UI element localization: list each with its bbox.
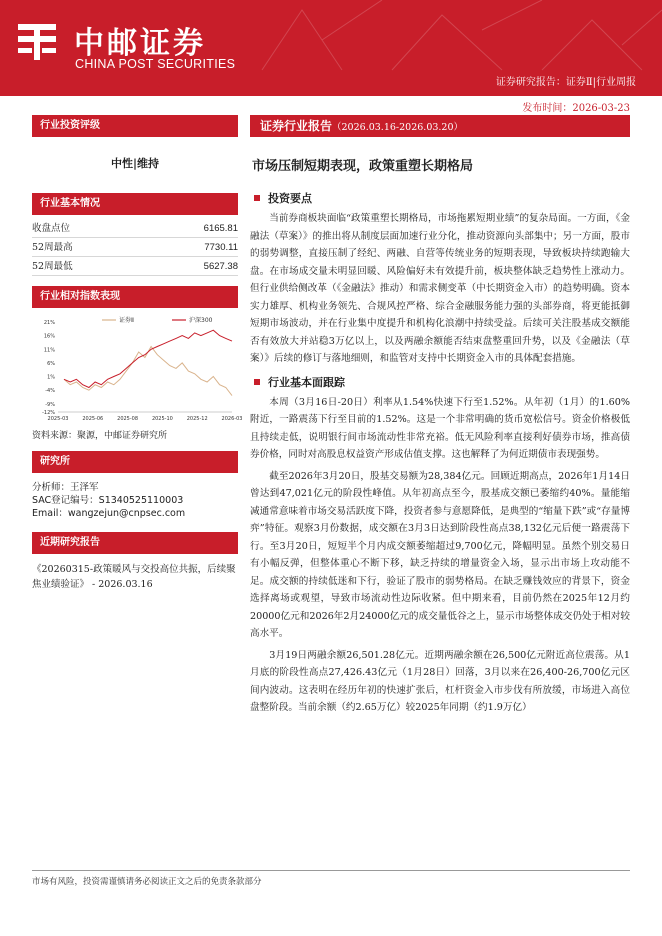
- y-tick-label: -4%: [45, 388, 55, 395]
- x-tick-label: 2026-03: [221, 416, 243, 422]
- paragraph: 截至2026年3月20日，股基交易额为28,384亿元。回顾近期高点，2026年1月14日曾达到47,021亿元的阶段性峰值。从年初高点至今，股基成交额已萎缩约40%。量能缩减通常意味着市场交易活跃度下降，投资者参与意愿降低，是典型的“缩量下跌”或“存量博弈”特征。观察3月份数据，成交额在3月3日达到阶段性高点38,132亿元后便一路震荡下行。至3月20日，短短半个月内成交额萎缩超过9,700亿元，降幅明显。虽然个别交易日有小幅反弹，但整体重心不断下移，缺乏持续的增量资金入场，显示出市场上攻动能不足。成交额的持续低迷和下行，验证了股市的弱势格局。在缺乏赚钱效应的背景下，资金选择离场或观望，导致市场流动性边际收紧。但中期来看，目前仍然在2025年12月约20000亿元和2026年2月24000亿元的成交量低谷之上，显示市场整体成交仍处于相对较高水平。: [250, 470, 630, 639]
- breadcrumb: 证券研究报告：证券Ⅱ|行业周报: [495, 77, 636, 88]
- report-header: [0, 0, 662, 96]
- recent-heading: 近期研究报告: [32, 532, 238, 554]
- chart-svg: [32, 314, 243, 424]
- y-tick-label: 21%: [43, 320, 55, 326]
- china-post-logo-icon: [14, 18, 60, 64]
- header-pattern: [242, 0, 662, 70]
- basics-value: 6165.81: [203, 223, 238, 234]
- paragraph: 当前券商板块面临“政策重塑长期格局，市场拖累短期业绩”的复杂局面。一方面，《金融法（草案）》的推出将从制度层面加速行业分化，推动资源向头部集中；另一方面，股市的弱势调整，直接压制了经纪、两融、自营等传统业务的短期表现，导致板块持续跑输大盘。在市场成交量未明显回暖、风险偏好未有效提升前，板块整体缺乏趋势性上涨动力。但行业供给侧改革（《金融法》推动）和需求侧变革（中长期资金入市）的趋势明确。资本实力雄厚、机构业务领先、合规风控严格、综合金融服务能力强的头部券商，将更能抵御短期市场波动，并在行业集中度提升和机构化浪潮中持续受益。后续可关注股基成交额能否有效放大并站稳3万亿以上，以及两融余额能否结束盘整重回升势，以及《金融法（草案）》后续的修订与落地细则，和监管对支持中长期资金入市的具体配套措施。: [250, 213, 630, 364]
- analyst-sac: SAC登记编号：S1340525110003: [32, 495, 184, 506]
- report-range: （2026.03.16-2026.03.20）: [332, 122, 464, 133]
- y-tick-label: -9%: [45, 401, 55, 408]
- analyst-info: [32, 481, 238, 520]
- basics-table: [32, 219, 238, 276]
- chart-heading: 行业相对指数表现: [32, 286, 238, 308]
- basics-label: 52周最高: [32, 242, 73, 253]
- relative-index-chart: [32, 314, 243, 424]
- series-line: [64, 330, 232, 387]
- bullet-square-icon: [254, 195, 260, 201]
- y-tick-label: 16%: [43, 333, 55, 340]
- recent-report: 《20260315-政策暖风与交投高位共振，后续聚焦业绩验证》 - 2026.03.16: [32, 564, 236, 590]
- report-type: 证券行业报告: [260, 119, 333, 133]
- basics-row: [32, 257, 238, 276]
- bullet-square-icon: [254, 379, 260, 385]
- logo-text-cn: 中邮证券: [74, 26, 206, 61]
- analyst-heading: 研究所: [32, 451, 238, 473]
- basics-value: 5627.38: [203, 261, 238, 272]
- paragraph: 3月19日两融余额26,501.28亿元。近期两融余额在26,500亿元附近高位震荡。从1月底的阶段性高点27,426.43亿元（1月28日）回落，3月以来在26,400-26,700亿元区间内波动。这表明在经历年初的快速扩张后，杠杆资金入市步伐有所放缓，市场进入高位盘整阶段。当前余额（约2.65万亿）较2025年同期（约1.9万亿）: [250, 649, 630, 713]
- series-line: [64, 347, 232, 396]
- legend-label: 证券Ⅱ: [119, 317, 134, 324]
- basics-heading: 行业基本情况: [32, 193, 238, 215]
- sidebar: [32, 115, 243, 592]
- section-title-text: 行业基本面跟踪: [268, 375, 345, 389]
- x-tick-label: 2025-03: [47, 416, 69, 422]
- main-content: [250, 115, 630, 721]
- paragraph: 本周（3月16日-20日）利率从1.54%快速下行至1.52%。从年初（1月）的1.60%附近，一路震荡下行至目前的1.52%。这是一个非常明确的货币宽松信号。资金价格极低且持续走低，说明银行间市场流动性非常充裕。低无风险利率直接利好债券市场，推高债券价格，同时对高股息权益资产形成估值支撑。这也解释了为何近期债市表现强势。: [250, 396, 630, 460]
- y-tick-label: -12%: [42, 410, 55, 416]
- basics-label: 收盘点位: [32, 223, 71, 234]
- section-title: [254, 374, 630, 390]
- logo-text-en: CHINA POST SECURITIES: [75, 57, 236, 71]
- section-title-text: 投资要点: [268, 192, 312, 205]
- analyst-email: Email：wangzejun@cnpsec.com: [32, 508, 186, 519]
- chart-source: 资料来源：聚源，中邮证券研究所: [32, 431, 168, 441]
- footer-disclaimer: 市场有风险，投资需谨慎请务必阅读正文之后的免责条款部分: [32, 870, 630, 887]
- rating-heading: 行业投资评级: [32, 115, 238, 137]
- report-title: 市场压制短期表现，政策重塑长期格局: [252, 159, 474, 174]
- legend-label: 沪深300: [189, 317, 213, 324]
- y-tick-label: 1%: [47, 374, 55, 381]
- section-title: [254, 190, 630, 206]
- analyst-name: 分析师：王泽军: [32, 482, 99, 493]
- publish-date: 发布时间：2026-03-23: [522, 103, 630, 114]
- basics-row: [32, 219, 238, 238]
- x-tick-label: 2025-10: [151, 416, 173, 422]
- y-tick-label: 11%: [43, 347, 55, 354]
- x-tick-label: 2025-06: [82, 416, 104, 422]
- basics-label: 52周最低: [32, 261, 73, 272]
- x-tick-label: 2025-08: [117, 416, 139, 422]
- x-tick-label: 2025-12: [186, 416, 208, 422]
- basics-value: 7730.11: [204, 242, 238, 253]
- y-tick-label: 6%: [47, 360, 55, 367]
- rating-value: 中性|维持: [110, 157, 159, 170]
- report-type-bar: [250, 115, 630, 137]
- basics-row: [32, 238, 238, 257]
